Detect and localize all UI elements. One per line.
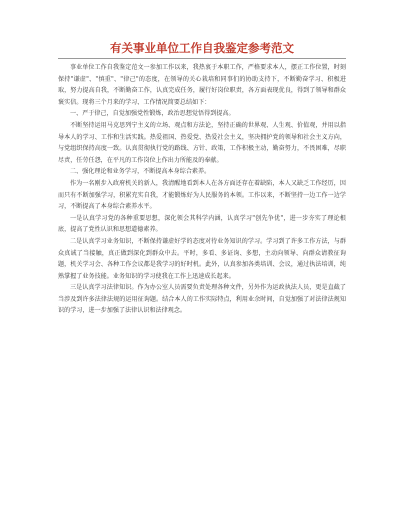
- section-heading-2: 二、强化理论和业务学习，不断提高本身综合素养。: [70, 168, 211, 176]
- section-heading-1: 一、严于律己，自觉加强党性锻炼，政治思想觉悟得到提高。: [70, 110, 235, 118]
- paragraph-section-1: 不断坚持运用马克思列宁主义的立场、观点和方法论，坚持正确的世界观、人生观、价值观，并用以指导本人的学习、工作和生活实践。热爱祖国、热爱党、热爱社会主义，坚决拥护党的领导和社会主义方向，与党组织保持高度一致。认真贯彻执行党的路线、方针、政策，工作积极主动，勤奋努力，不畏困难，尽职尽责，任劳任怨，在平凡的工作岗位上作出力所能及的奉献。: [58, 121, 346, 164]
- title-divider: [58, 58, 346, 59]
- paragraph-point-2: 二是认真学习业务知识，不断保持谦虚好学的态度对待业务知识的学习。学习到了许多工作方法，与群众真诚了当接触，真正做到深化到群众中去。平时，多看、多证询、多想，主动向领导、向群众请教征询题，机关学习会、各种工作会议都是我学习的好时机。此外，认真参加各类培训、会议，通过执法培训，纯熟掌握了业务技能。业务知识的学习使我在工作上迅速成长起来。: [58, 237, 346, 280]
- paragraph-intro: 事业单位工作自我鉴定范文一参加工作以来，我热衷于本职工作，严格要求本人，摆正工作位置，时刻保持"谦虚"、"慎重"、"律己"的态度，在领导的关心栽培和同事们的协助支持下，不断勤奋学习、积极进取，努力提高自我，不断勤奋工作，认真完成任务，履行好岗位职责，各方面表现优良，得到了领导和群众褒实信。现将三个月来的学习、工作情况简要总结如下：: [58, 64, 346, 106]
- paragraph-section-2: 作为一名刚步入政府机关的新人，我清醒地看到本人在各方面还存在着缺陷，本人又缺乏工作经历，因而只有不断加强学习，积累充实自我，才能锻炼好为人民服务的本领。工作以来，不断坚持一边工作一边学习，不断提高了本身综合素养水平。: [58, 179, 346, 211]
- document-page: [58, 40, 346, 317]
- document-title: 有关事业单位工作自我鉴定参考范文: [110, 41, 294, 55]
- paragraph-point-3: 三是认真学习法律知识。作为办公室人员需要负责处理各种文件，另外作为运政执法人员，更是直截了当涉及到许多法律法规的运用征询题。结合本人的工作实际特点，利用业余时间，自觉加强了对法律法规知识的学习，进一步加强了法律认识和法律观念。: [58, 284, 346, 315]
- paragraph-point-1: 一是认真学习党的各种重要思想，深化领会其科学内涵，认真学习"创先争优"，进一步夯实了理论根底，提高了党性认识和思想道德素养。: [58, 214, 346, 234]
